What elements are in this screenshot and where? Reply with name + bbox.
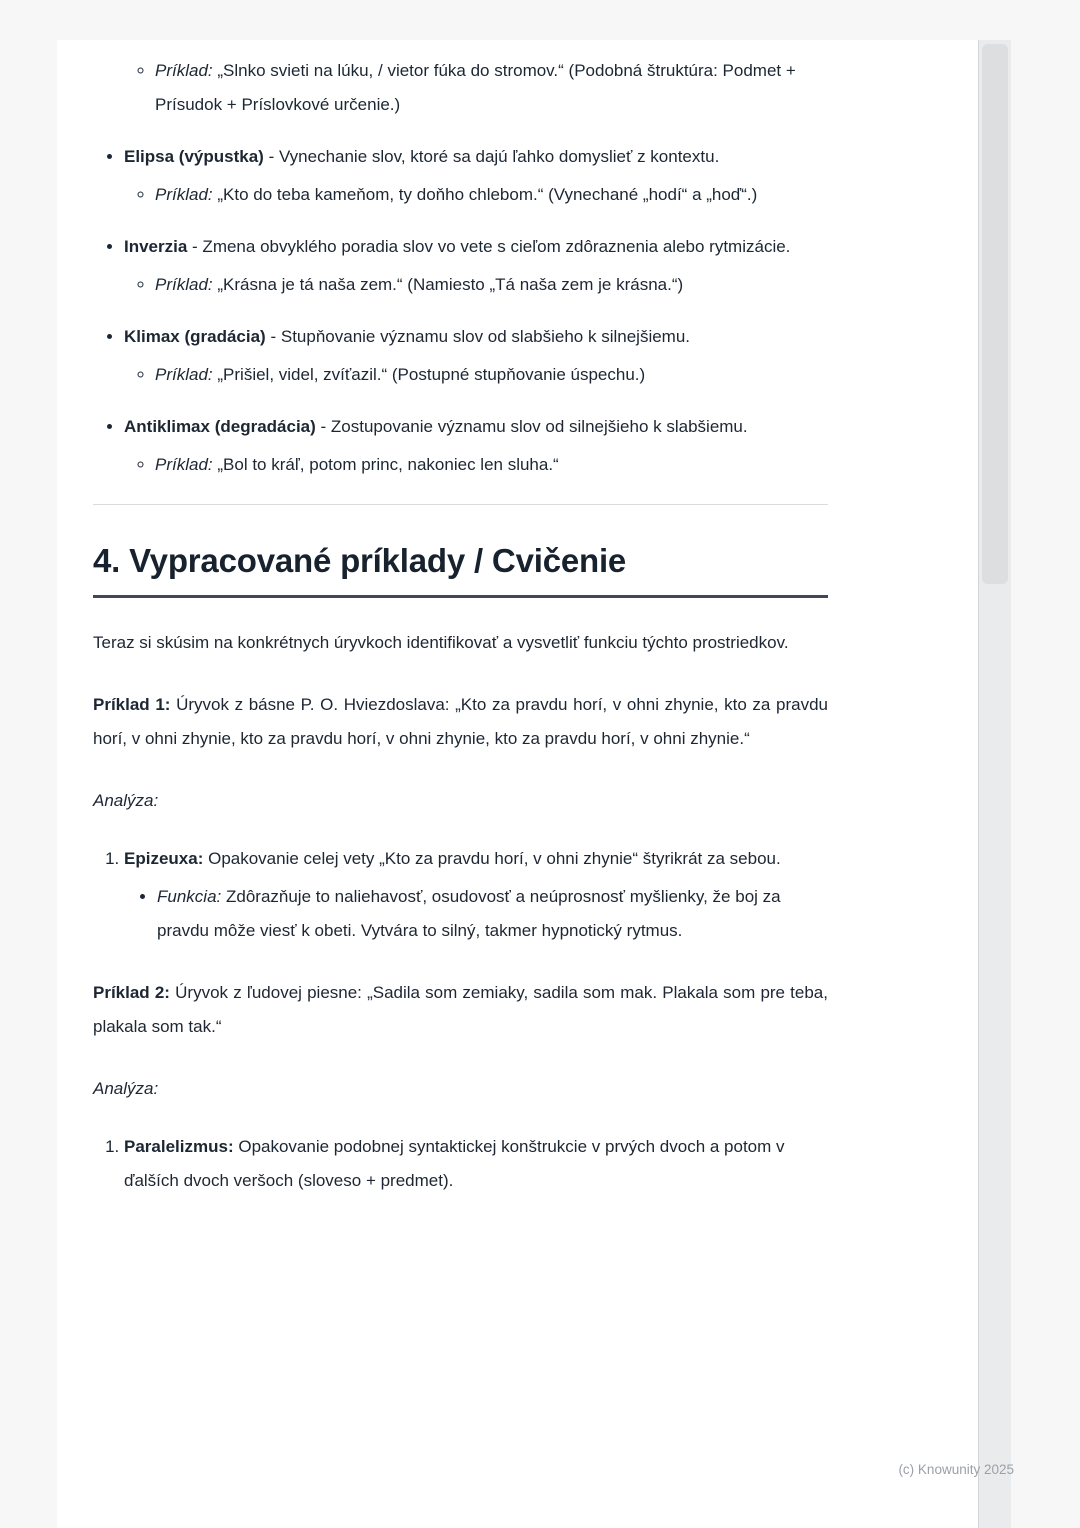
figure-item-inverzia <box>124 230 828 302</box>
figure-item-klimax <box>124 320 828 392</box>
example2-label: Príklad 2: <box>93 983 170 1002</box>
example1-text: Úryvok z básne P. O. Hviezdoslava: „Kto za pravdu horí, v ohni zhynie, kto za pravdu horí, v ohni zhynie, kto za pravdu horí, v ohni zhynie, kto za pravdu horí, v ohni zhynie.“ <box>93 695 828 748</box>
analysis-item-paralelizmus <box>124 1130 828 1198</box>
figure-definition-text: - Zostupovanie významu slov od silnejšieho k slabšiemu. <box>320 417 748 436</box>
figure-term: Klimax (gradácia) <box>124 327 266 346</box>
figure-definition-text: - Stupňovanie významu slov od slabšieho k silnejšiemu. <box>270 327 691 346</box>
example-item <box>155 358 828 392</box>
figure-term: Antiklimax (degradácia) <box>124 417 316 436</box>
analysis1-label: Analýza: <box>93 791 159 810</box>
example-text: „Kto do teba kameňom, ty doňho chlebom.“ (Vynechané „hodí“ a „hoď“.) <box>217 185 758 204</box>
example-text: „Slnko svieti na lúku, / vietor fúka do stromov.“ (Podobná štruktúra: Podmet + Prísudok + Príslovkové určenie.) <box>155 61 796 114</box>
analysis-point <box>124 842 828 876</box>
example-item <box>155 54 828 122</box>
example-item <box>155 268 828 302</box>
function-list <box>124 880 828 948</box>
example-text: „Krásna je tá naša zem.“ (Namiesto „Tá naša zem je krásna.“) <box>217 275 684 294</box>
example-label: Príklad: <box>155 365 213 384</box>
analysis1-list <box>93 842 828 948</box>
figure-example-list <box>124 268 828 302</box>
figure-definition <box>124 410 828 444</box>
figure-definition-text: - Zmena obvyklého poradia slov vo vete s cieľom zdôraznenia alebo rytmizácie. <box>192 237 791 256</box>
section-heading: 4. Vypracované príklady / Cvičenie <box>93 541 828 598</box>
example-text: „Prišiel, videl, zvíťazil.“ (Postupné stupňovanie úspechu.) <box>217 365 646 384</box>
figure-definition <box>124 320 828 354</box>
example1-paragraph <box>93 688 828 756</box>
analysis-text: Opakovanie podobnej syntaktickej konštrukcie v prvých dvoch a potom v ďalších dvoch veršoch (sloveso + predmet). <box>124 1137 785 1190</box>
example-label: Príklad: <box>155 275 213 294</box>
analysis-term: Epizeuxa: <box>124 849 204 868</box>
figure-definition <box>124 230 828 264</box>
analysis2-list <box>93 1130 828 1198</box>
watermark: (c) Knowunity 2025 <box>898 1462 1014 1477</box>
example2-paragraph <box>93 976 828 1044</box>
analysis-text: Opakovanie celej vety „Kto za pravdu horí, v ohni zhynie“ štyrikrát za sebou. <box>208 849 781 868</box>
section-divider <box>93 504 828 505</box>
scrollbar-thumb[interactable] <box>982 44 1008 584</box>
figure-example-list <box>124 448 828 482</box>
document-page <box>57 40 978 1528</box>
figure-item-elipsa <box>124 140 828 212</box>
function-item <box>157 880 828 948</box>
intro-paragraph: Teraz si skúsim na konkrétnych úryvkoch identifikovať a vysvetliť funkciu týchto prostriedkov. <box>93 633 789 652</box>
example-text: „Bol to kráľ, potom princ, nakoniec len sluha.“ <box>217 455 559 474</box>
analysis2-label: Analýza: <box>93 1079 159 1098</box>
figure-definition <box>124 140 828 174</box>
analysis-point <box>124 1130 828 1198</box>
content-column <box>93 54 828 1198</box>
figure-term: Elipsa (výpustka) <box>124 147 264 166</box>
example-label: Príklad: <box>155 185 213 204</box>
figure-term: Inverzia <box>124 237 188 256</box>
figure-example-list <box>124 358 828 392</box>
example-item <box>155 448 828 482</box>
example2-text: Úryvok z ľudovej piesne: „Sadila som zemiaky, sadila som mak. Plakala som pre teba, plakala som tak.“ <box>93 983 828 1036</box>
function-text: Zdôrazňuje to naliehavosť, osudovosť a neúprosnosť myšlienky, že boj za pravdu môže viesť k obeti. Vytvára to silný, takmer hypnotický rytmus. <box>157 887 781 940</box>
scrollbar-track[interactable] <box>978 40 1011 1528</box>
example1-label: Príklad 1: <box>93 695 171 714</box>
example-label: Príklad: <box>155 61 213 80</box>
figure-definition-text: - Vynechanie slov, ktoré sa dajú ľahko domyslieť z kontextu. <box>268 147 720 166</box>
figure-example-list <box>124 178 828 212</box>
figures-list <box>93 140 828 482</box>
example-item <box>155 178 828 212</box>
analysis-item-epizeuxa <box>124 842 828 948</box>
function-label: Funkcia: <box>157 887 222 906</box>
example-label: Príklad: <box>155 455 213 474</box>
analysis-term: Paralelizmus: <box>124 1137 234 1156</box>
top-example-sublist <box>93 54 828 122</box>
figure-item-antiklimax <box>124 410 828 482</box>
